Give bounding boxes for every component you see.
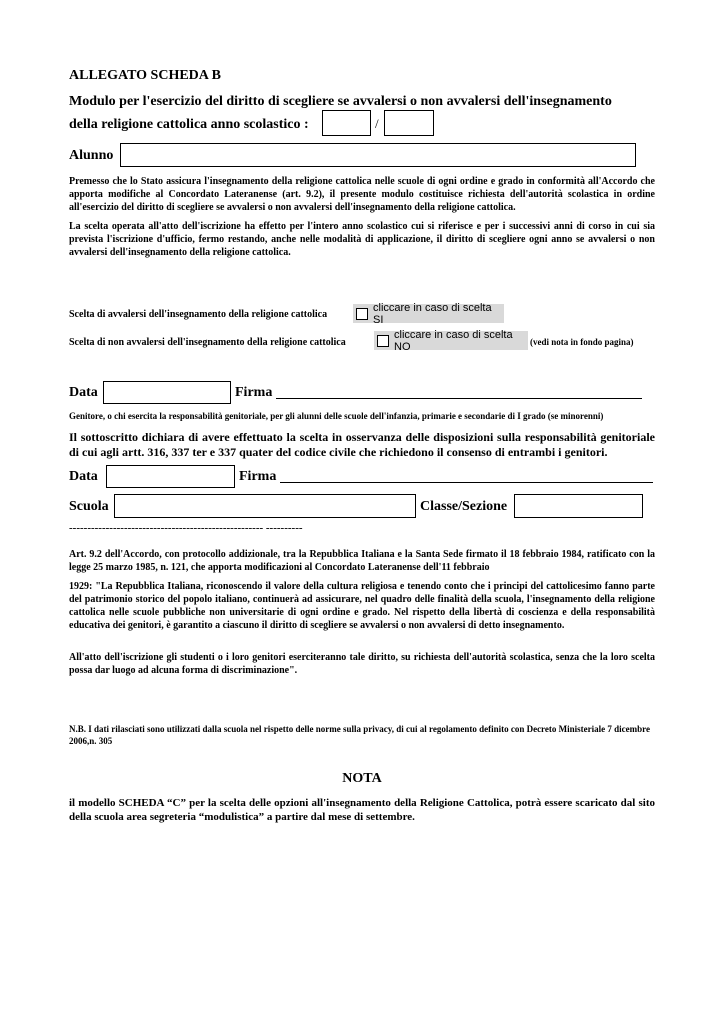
- art92-paragraph: Art. 9.2 dell'Accordo, con protocollo addizionale, tra la Repubblica Italiana e la Santa Sede firmato il 18 febbraio 1984, ratificato con la legge 25 marzo 1985, n. 121, che apporta modificazioni al Concordato Lateranense dell'11 febbraio: [69, 549, 655, 573]
- avvalersi-label: Scelta di avvalersi dell'insegnamento della religione cattolica: [69, 309, 328, 320]
- form-title-line2: della religione cattolica anno scolastico :: [69, 117, 309, 132]
- non-avvalersi-label: Scelta di non avvalersi dell'insegnamento della religione cattolica: [69, 337, 346, 348]
- scelta-si-checkbox[interactable]: [353, 301, 504, 326]
- nota-title: NOTA: [342, 771, 382, 786]
- nota-text: il modello SCHEDA “C” per la scelta delle opzioni all'insegnamento della Religione Cattolica, potrà essere scaricato dal sito della scuola area segreteria “modulistica” a partire dal mese di settembre.: [69, 797, 655, 823]
- premessa-paragraph: Premesso che lo Stato assicura l'insegnamento della religione cattolica nelle scuole di ogni ordine e grado in conformità all'Accordo che apporta modifiche al Concordato Lateranense (art. 9.2), il presente modulo costituisce richiesta dell'autorità scolastica in ordine all'esercizio del diritto di scegliere se avvalersi o non avvalersi dell'insegnamento della religione cattolica.: [69, 176, 655, 213]
- data-label-2: Data: [69, 469, 98, 484]
- firma-label-2: Firma: [239, 469, 277, 484]
- scelta-no-checkbox[interactable]: [374, 328, 528, 353]
- classe-field[interactable]: [514, 494, 643, 518]
- alunno-label: Alunno: [69, 148, 114, 163]
- scelta-paragraph: La scelta operata all'atto dell'iscrizione ha effetto per l'intero anno scolastico cui si riferisce e per i successivi anni di corso in cui sia prevista l'iscrizione d'ufficio, fermo restando, anche nelle modalità di applicazione, il diritto di scegliere ogni anno se avvalersi o non avvalersi dell'insegnamento della religione cattolica.: [69, 221, 655, 258]
- firma-label-1: Firma: [235, 385, 273, 400]
- iscrizione-paragraph: All'atto dell'iscrizione gli studenti o i loro genitori eserciteranno tale diritto, su richiesta dell'autorità scolastica, senza che la loro scelta possa dar luogo ad alcuna forma di discriminazione".: [69, 652, 655, 676]
- year-start-field[interactable]: [322, 110, 371, 136]
- firma-line-2[interactable]: [280, 470, 653, 483]
- scelta-no-label: cliccare in caso di scelta NO: [394, 328, 513, 353]
- allegato-heading: ALLEGATO SCHEDA B: [69, 68, 221, 83]
- data-field-1[interactable]: [103, 381, 231, 404]
- data-label-1: Data: [69, 385, 98, 400]
- scelta-si-label: cliccare in caso di scelta SI: [373, 301, 492, 326]
- nota-reference: (vedi nota in fondo pagina): [530, 337, 634, 347]
- classe-label: Classe/Sezione: [420, 499, 508, 514]
- alunno-field[interactable]: [120, 143, 636, 167]
- scuola-label: Scuola: [69, 499, 109, 514]
- dashes-separator: ----------------------------------------------------- ----------: [69, 522, 303, 534]
- genitore-note: Genitore, o chi esercita la responsabilità genitoriale, per gli alunni delle scuole dell'infanzia, primarie e secondarie di I grado (se minorenni): [69, 411, 604, 421]
- firma-line-1[interactable]: [276, 386, 642, 399]
- nb-privacy-note: N.B. I dati rilasciati sono utilizzati dalla scuola nel rispetto delle norme sulla privacy, di cui al regolamento definito con Decreto Ministeriale 7 dicembre 2006,n. 305: [69, 724, 650, 746]
- checkbox-square-icon: [377, 335, 389, 347]
- checkbox-square-icon: [356, 308, 368, 320]
- form-title-line1: Modulo per l'esercizio del diritto di scegliere se avvalersi o non avvalersi dell'insegnamento: [69, 94, 612, 109]
- data-field-2[interactable]: [106, 465, 235, 488]
- quote-paragraph: 1929: "La Repubblica Italiana, riconoscendo il valore della cultura religiosa e tenendo conto che i principi del cattolicesimo fanno parte del patrimonio storico del popolo italiano, continuerà ad assicurare, nel quadro delle finalità della scuola, l'insegnamento della religione cattolica nelle scuole pubbliche non universitarie di ogni ordine e grado. Nel rispetto della libertà di coscienza e della responsabilità educativa dei genitori, è garantito a ciascuno il diritto di scegliere se avvalersi o non avvalersi di detto insegnamento.: [69, 581, 655, 631]
- year-end-field[interactable]: [384, 110, 434, 136]
- dichiarazione-paragraph: Il sottoscritto dichiara di avere effettuato la scelta in osservanza delle disposizioni sulla responsabilità genitoriale di cui agli artt. 316, 337 ter e 337 quater del codice civile che richiedono il consenso di entrambi i genitori.: [69, 430, 655, 459]
- year-separator: /: [375, 116, 379, 131]
- scuola-field[interactable]: [114, 494, 416, 518]
